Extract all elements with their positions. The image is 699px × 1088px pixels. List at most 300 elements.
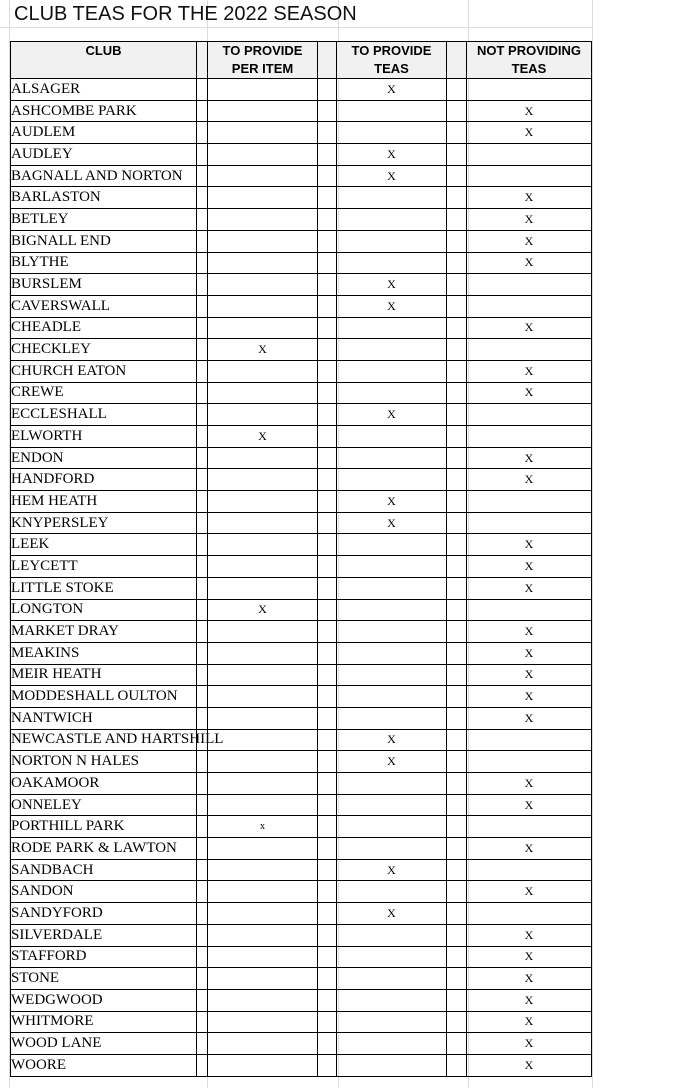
spacer-cell[interactable] bbox=[197, 1011, 208, 1033]
spacer-cell[interactable] bbox=[318, 707, 337, 729]
not-providing-cell[interactable] bbox=[467, 230, 592, 252]
not-providing-cell[interactable] bbox=[467, 274, 592, 296]
spacer-cell[interactable] bbox=[197, 924, 208, 946]
spacer-cell[interactable] bbox=[197, 881, 208, 903]
club-name-cell[interactable] bbox=[11, 339, 197, 361]
provide-teas-cell[interactable] bbox=[337, 664, 447, 686]
spacer-cell[interactable] bbox=[197, 295, 208, 317]
not-providing-cell[interactable] bbox=[467, 989, 592, 1011]
not-providing-cell[interactable] bbox=[467, 122, 592, 144]
spacer-cell[interactable] bbox=[318, 729, 337, 751]
not-providing-cell[interactable] bbox=[467, 295, 592, 317]
club-name-cell[interactable] bbox=[11, 946, 197, 968]
spacer-cell[interactable] bbox=[447, 426, 467, 448]
not-providing-cell[interactable] bbox=[467, 469, 592, 491]
not-providing-cell[interactable] bbox=[467, 838, 592, 860]
spacer-cell[interactable] bbox=[197, 100, 208, 122]
not-providing-cell[interactable] bbox=[467, 556, 592, 578]
spacer-cell[interactable] bbox=[197, 274, 208, 296]
per-item-cell[interactable] bbox=[208, 122, 318, 144]
spacer-cell[interactable] bbox=[318, 209, 337, 231]
spacer-cell[interactable] bbox=[447, 209, 467, 231]
spacer-cell[interactable] bbox=[197, 816, 208, 838]
per-item-cell[interactable] bbox=[208, 360, 318, 382]
spacer-cell[interactable] bbox=[318, 946, 337, 968]
club-name-cell[interactable] bbox=[11, 924, 197, 946]
spacer-cell[interactable] bbox=[447, 230, 467, 252]
spacer-cell[interactable] bbox=[447, 751, 467, 773]
spacer-cell[interactable] bbox=[447, 252, 467, 274]
spacer-cell[interactable] bbox=[197, 491, 208, 513]
per-item-cell[interactable] bbox=[208, 599, 318, 621]
spacer-cell[interactable] bbox=[447, 903, 467, 925]
not-providing-cell[interactable] bbox=[467, 100, 592, 122]
spacer-cell[interactable] bbox=[197, 989, 208, 1011]
spacer-cell[interactable] bbox=[447, 599, 467, 621]
not-providing-cell[interactable] bbox=[467, 686, 592, 708]
club-name-cell[interactable] bbox=[11, 469, 197, 491]
provide-teas-cell[interactable] bbox=[337, 1033, 447, 1055]
not-providing-cell[interactable] bbox=[467, 447, 592, 469]
not-providing-cell[interactable] bbox=[467, 1011, 592, 1033]
per-item-cell[interactable] bbox=[208, 751, 318, 773]
not-providing-cell[interactable] bbox=[467, 642, 592, 664]
provide-teas-cell[interactable] bbox=[337, 79, 447, 101]
not-providing-cell[interactable] bbox=[467, 360, 592, 382]
spacer-cell[interactable] bbox=[447, 1054, 467, 1076]
club-name-cell[interactable] bbox=[11, 686, 197, 708]
club-name-cell[interactable] bbox=[11, 599, 197, 621]
spacer-cell[interactable] bbox=[318, 230, 337, 252]
not-providing-cell[interactable] bbox=[467, 317, 592, 339]
spacer-cell[interactable] bbox=[197, 707, 208, 729]
spacer-cell[interactable] bbox=[447, 621, 467, 643]
club-name-cell[interactable] bbox=[11, 621, 197, 643]
provide-teas-cell[interactable] bbox=[337, 751, 447, 773]
provide-teas-cell[interactable] bbox=[337, 469, 447, 491]
spacer-cell[interactable] bbox=[447, 577, 467, 599]
not-providing-cell[interactable] bbox=[467, 729, 592, 751]
spacer-cell[interactable] bbox=[197, 599, 208, 621]
not-providing-cell[interactable] bbox=[467, 773, 592, 795]
spacer-cell[interactable] bbox=[447, 859, 467, 881]
spacer-cell[interactable] bbox=[447, 946, 467, 968]
per-item-cell[interactable] bbox=[208, 729, 318, 751]
provide-teas-cell[interactable] bbox=[337, 621, 447, 643]
spacer-cell[interactable] bbox=[318, 252, 337, 274]
spacer-cell[interactable] bbox=[318, 447, 337, 469]
spacer-cell[interactable] bbox=[318, 577, 337, 599]
spacer-cell[interactable] bbox=[318, 404, 337, 426]
provide-teas-cell[interactable] bbox=[337, 447, 447, 469]
provide-teas-cell[interactable] bbox=[337, 382, 447, 404]
club-name-cell[interactable] bbox=[11, 360, 197, 382]
not-providing-cell[interactable] bbox=[467, 534, 592, 556]
provide-teas-cell[interactable] bbox=[337, 100, 447, 122]
not-providing-cell[interactable] bbox=[467, 968, 592, 990]
not-providing-cell[interactable] bbox=[467, 165, 592, 187]
provide-teas-cell[interactable] bbox=[337, 252, 447, 274]
not-providing-cell[interactable] bbox=[467, 491, 592, 513]
spacer-cell[interactable] bbox=[447, 664, 467, 686]
spacer-cell[interactable] bbox=[197, 122, 208, 144]
per-item-cell[interactable] bbox=[208, 924, 318, 946]
spacer-cell[interactable] bbox=[447, 469, 467, 491]
spacer-cell[interactable] bbox=[318, 838, 337, 860]
spacer-cell[interactable] bbox=[447, 144, 467, 166]
spacer-cell[interactable] bbox=[197, 469, 208, 491]
provide-teas-cell[interactable] bbox=[337, 339, 447, 361]
provide-teas-cell[interactable] bbox=[337, 187, 447, 209]
not-providing-cell[interactable] bbox=[467, 621, 592, 643]
club-name-cell[interactable] bbox=[11, 382, 197, 404]
spacer-cell[interactable] bbox=[318, 79, 337, 101]
club-name-cell[interactable] bbox=[11, 556, 197, 578]
spacer-cell[interactable] bbox=[318, 360, 337, 382]
spacer-cell[interactable] bbox=[197, 794, 208, 816]
spacer-cell[interactable] bbox=[318, 491, 337, 513]
club-name-cell[interactable] bbox=[11, 209, 197, 231]
club-name-cell[interactable] bbox=[11, 187, 197, 209]
spacer-cell[interactable] bbox=[447, 447, 467, 469]
per-item-cell[interactable] bbox=[208, 1054, 318, 1076]
club-name-cell[interactable] bbox=[11, 122, 197, 144]
spacer-cell[interactable] bbox=[197, 144, 208, 166]
spacer-cell[interactable] bbox=[197, 1033, 208, 1055]
provide-teas-cell[interactable] bbox=[337, 534, 447, 556]
provide-teas-cell[interactable] bbox=[337, 491, 447, 513]
spacer-cell[interactable] bbox=[318, 556, 337, 578]
spacer-cell[interactable] bbox=[318, 989, 337, 1011]
club-name-cell[interactable] bbox=[11, 295, 197, 317]
spacer-cell[interactable] bbox=[197, 838, 208, 860]
per-item-cell[interactable] bbox=[208, 816, 318, 838]
not-providing-cell[interactable] bbox=[467, 664, 592, 686]
club-name-cell[interactable] bbox=[11, 1054, 197, 1076]
club-name-cell[interactable] bbox=[11, 881, 197, 903]
not-providing-cell[interactable] bbox=[467, 252, 592, 274]
provide-teas-cell[interactable] bbox=[337, 144, 447, 166]
spacer-cell[interactable] bbox=[197, 317, 208, 339]
per-item-cell[interactable] bbox=[208, 989, 318, 1011]
spacer-cell[interactable] bbox=[197, 339, 208, 361]
club-name-cell[interactable] bbox=[11, 1011, 197, 1033]
spacer-cell[interactable] bbox=[197, 664, 208, 686]
spacer-cell[interactable] bbox=[447, 491, 467, 513]
per-item-cell[interactable] bbox=[208, 773, 318, 795]
spacer-cell[interactable] bbox=[447, 816, 467, 838]
spacer-cell[interactable] bbox=[447, 122, 467, 144]
provide-teas-cell[interactable] bbox=[337, 924, 447, 946]
spacer-cell[interactable] bbox=[318, 469, 337, 491]
spacer-cell[interactable] bbox=[197, 903, 208, 925]
not-providing-cell[interactable] bbox=[467, 794, 592, 816]
not-providing-cell[interactable] bbox=[467, 577, 592, 599]
provide-teas-cell[interactable] bbox=[337, 794, 447, 816]
spacer-cell[interactable] bbox=[447, 686, 467, 708]
club-name-cell[interactable] bbox=[11, 426, 197, 448]
spacer-cell[interactable] bbox=[447, 360, 467, 382]
provide-teas-cell[interactable] bbox=[337, 729, 447, 751]
spacer-cell[interactable] bbox=[318, 187, 337, 209]
per-item-cell[interactable] bbox=[208, 946, 318, 968]
not-providing-cell[interactable] bbox=[467, 881, 592, 903]
club-name-cell[interactable] bbox=[11, 274, 197, 296]
per-item-cell[interactable] bbox=[208, 100, 318, 122]
provide-teas-cell[interactable] bbox=[337, 642, 447, 664]
provide-teas-cell[interactable] bbox=[337, 577, 447, 599]
provide-teas-cell[interactable] bbox=[337, 968, 447, 990]
not-providing-cell[interactable] bbox=[467, 404, 592, 426]
spacer-cell[interactable] bbox=[318, 881, 337, 903]
spacer-cell[interactable] bbox=[197, 773, 208, 795]
provide-teas-cell[interactable] bbox=[337, 317, 447, 339]
spacer-cell[interactable] bbox=[197, 252, 208, 274]
per-item-cell[interactable] bbox=[208, 707, 318, 729]
spacer-cell[interactable] bbox=[197, 577, 208, 599]
spacer-cell[interactable] bbox=[318, 816, 337, 838]
per-item-cell[interactable] bbox=[208, 274, 318, 296]
per-item-cell[interactable] bbox=[208, 79, 318, 101]
spacer-cell[interactable] bbox=[197, 187, 208, 209]
per-item-cell[interactable] bbox=[208, 469, 318, 491]
club-name-cell[interactable] bbox=[11, 79, 197, 101]
spacer-cell[interactable] bbox=[197, 642, 208, 664]
not-providing-cell[interactable] bbox=[467, 816, 592, 838]
spacer-cell[interactable] bbox=[447, 794, 467, 816]
spacer-cell[interactable] bbox=[447, 773, 467, 795]
provide-teas-cell[interactable] bbox=[337, 274, 447, 296]
spacer-cell[interactable] bbox=[197, 1054, 208, 1076]
spacer-cell[interactable] bbox=[447, 968, 467, 990]
provide-teas-cell[interactable] bbox=[337, 426, 447, 448]
per-item-cell[interactable] bbox=[208, 209, 318, 231]
not-providing-cell[interactable] bbox=[467, 599, 592, 621]
spacer-cell[interactable] bbox=[447, 404, 467, 426]
spacer-cell[interactable] bbox=[318, 274, 337, 296]
per-item-cell[interactable] bbox=[208, 230, 318, 252]
spacer-cell[interactable] bbox=[197, 360, 208, 382]
not-providing-cell[interactable] bbox=[467, 209, 592, 231]
spacer-cell[interactable] bbox=[318, 339, 337, 361]
not-providing-cell[interactable] bbox=[467, 751, 592, 773]
per-item-cell[interactable] bbox=[208, 1011, 318, 1033]
club-name-cell[interactable] bbox=[11, 838, 197, 860]
per-item-cell[interactable] bbox=[208, 165, 318, 187]
spacer-cell[interactable] bbox=[318, 1011, 337, 1033]
not-providing-cell[interactable] bbox=[467, 946, 592, 968]
per-item-cell[interactable] bbox=[208, 881, 318, 903]
club-name-cell[interactable] bbox=[11, 534, 197, 556]
spacer-cell[interactable] bbox=[197, 534, 208, 556]
spacer-cell[interactable] bbox=[197, 209, 208, 231]
spacer-cell[interactable] bbox=[447, 79, 467, 101]
not-providing-cell[interactable] bbox=[467, 339, 592, 361]
spacer-cell[interactable] bbox=[447, 881, 467, 903]
spacer-cell[interactable] bbox=[197, 79, 208, 101]
spacer-cell[interactable] bbox=[318, 144, 337, 166]
provide-teas-cell[interactable] bbox=[337, 360, 447, 382]
spacer-cell[interactable] bbox=[447, 339, 467, 361]
not-providing-cell[interactable] bbox=[467, 1033, 592, 1055]
club-name-cell[interactable] bbox=[11, 968, 197, 990]
per-item-cell[interactable] bbox=[208, 447, 318, 469]
club-name-cell[interactable] bbox=[11, 664, 197, 686]
provide-teas-cell[interactable] bbox=[337, 816, 447, 838]
club-name-cell[interactable] bbox=[11, 707, 197, 729]
spacer-cell[interactable] bbox=[447, 382, 467, 404]
per-item-cell[interactable] bbox=[208, 187, 318, 209]
provide-teas-cell[interactable] bbox=[337, 512, 447, 534]
spacer-cell[interactable] bbox=[318, 599, 337, 621]
club-name-cell[interactable] bbox=[11, 252, 197, 274]
club-name-cell[interactable] bbox=[11, 144, 197, 166]
spacer-cell[interactable] bbox=[318, 1054, 337, 1076]
spacer-cell[interactable] bbox=[447, 534, 467, 556]
not-providing-cell[interactable] bbox=[467, 512, 592, 534]
per-item-cell[interactable] bbox=[208, 556, 318, 578]
spacer-cell[interactable] bbox=[318, 924, 337, 946]
per-item-cell[interactable] bbox=[208, 534, 318, 556]
spacer-cell[interactable] bbox=[318, 664, 337, 686]
spacer-cell[interactable] bbox=[197, 859, 208, 881]
spacer-cell[interactable] bbox=[197, 512, 208, 534]
per-item-cell[interactable] bbox=[208, 317, 318, 339]
club-name-cell[interactable] bbox=[11, 794, 197, 816]
spacer-cell[interactable] bbox=[318, 968, 337, 990]
club-name-cell[interactable] bbox=[11, 165, 197, 187]
spacer-cell[interactable] bbox=[318, 122, 337, 144]
spacer-cell[interactable] bbox=[447, 642, 467, 664]
provide-teas-cell[interactable] bbox=[337, 859, 447, 881]
spacer-cell[interactable] bbox=[197, 404, 208, 426]
provide-teas-cell[interactable] bbox=[337, 209, 447, 231]
per-item-cell[interactable] bbox=[208, 664, 318, 686]
spacer-cell[interactable] bbox=[447, 729, 467, 751]
spacer-cell[interactable] bbox=[318, 382, 337, 404]
club-name-cell[interactable] bbox=[11, 989, 197, 1011]
spacer-cell[interactable] bbox=[318, 903, 337, 925]
spacer-cell[interactable] bbox=[318, 100, 337, 122]
provide-teas-cell[interactable] bbox=[337, 946, 447, 968]
spacer-cell[interactable] bbox=[447, 274, 467, 296]
per-item-cell[interactable] bbox=[208, 382, 318, 404]
spacer-cell[interactable] bbox=[318, 859, 337, 881]
per-item-cell[interactable] bbox=[208, 968, 318, 990]
club-name-cell[interactable] bbox=[11, 491, 197, 513]
per-item-cell[interactable] bbox=[208, 426, 318, 448]
club-name-cell[interactable] bbox=[11, 751, 197, 773]
spacer-cell[interactable] bbox=[447, 100, 467, 122]
spacer-cell[interactable] bbox=[197, 621, 208, 643]
provide-teas-cell[interactable] bbox=[337, 707, 447, 729]
provide-teas-cell[interactable] bbox=[337, 556, 447, 578]
provide-teas-cell[interactable] bbox=[337, 404, 447, 426]
per-item-cell[interactable] bbox=[208, 491, 318, 513]
spacer-cell[interactable] bbox=[318, 426, 337, 448]
spacer-cell[interactable] bbox=[197, 230, 208, 252]
club-name-cell[interactable] bbox=[11, 447, 197, 469]
spacer-cell[interactable] bbox=[447, 187, 467, 209]
club-name-cell[interactable] bbox=[11, 317, 197, 339]
spacer-cell[interactable] bbox=[318, 534, 337, 556]
club-name-cell[interactable] bbox=[11, 577, 197, 599]
spacer-cell[interactable] bbox=[447, 556, 467, 578]
spacer-cell[interactable] bbox=[318, 317, 337, 339]
club-name-cell[interactable] bbox=[11, 512, 197, 534]
spacer-cell[interactable] bbox=[447, 707, 467, 729]
spacer-cell[interactable] bbox=[447, 989, 467, 1011]
spacer-cell[interactable] bbox=[318, 686, 337, 708]
not-providing-cell[interactable] bbox=[467, 79, 592, 101]
not-providing-cell[interactable] bbox=[467, 903, 592, 925]
spacer-cell[interactable] bbox=[318, 642, 337, 664]
provide-teas-cell[interactable] bbox=[337, 599, 447, 621]
spacer-cell[interactable] bbox=[197, 751, 208, 773]
club-name-cell[interactable] bbox=[11, 729, 224, 751]
club-name-cell[interactable] bbox=[11, 816, 197, 838]
spacer-cell[interactable] bbox=[318, 773, 337, 795]
spacer-cell[interactable] bbox=[318, 794, 337, 816]
spacer-cell[interactable] bbox=[318, 1033, 337, 1055]
per-item-cell[interactable] bbox=[208, 252, 318, 274]
not-providing-cell[interactable] bbox=[467, 859, 592, 881]
spacer-cell[interactable] bbox=[197, 165, 208, 187]
spacer-cell[interactable] bbox=[197, 382, 208, 404]
spacer-cell[interactable] bbox=[318, 165, 337, 187]
provide-teas-cell[interactable] bbox=[337, 1011, 447, 1033]
not-providing-cell[interactable] bbox=[467, 1054, 592, 1076]
club-name-cell[interactable] bbox=[11, 642, 197, 664]
not-providing-cell[interactable] bbox=[467, 924, 592, 946]
spacer-cell[interactable] bbox=[447, 295, 467, 317]
spacer-cell[interactable] bbox=[447, 924, 467, 946]
spacer-cell[interactable] bbox=[447, 1011, 467, 1033]
per-item-cell[interactable] bbox=[208, 838, 318, 860]
spacer-cell[interactable] bbox=[318, 295, 337, 317]
not-providing-cell[interactable] bbox=[467, 144, 592, 166]
spacer-cell[interactable] bbox=[318, 621, 337, 643]
per-item-cell[interactable] bbox=[208, 686, 318, 708]
spacer-cell[interactable] bbox=[447, 165, 467, 187]
provide-teas-cell[interactable] bbox=[337, 1054, 447, 1076]
club-name-cell[interactable] bbox=[11, 100, 197, 122]
per-item-cell[interactable] bbox=[208, 512, 318, 534]
club-name-cell[interactable] bbox=[11, 903, 197, 925]
not-providing-cell[interactable] bbox=[467, 187, 592, 209]
per-item-cell[interactable] bbox=[208, 642, 318, 664]
spacer-cell[interactable] bbox=[197, 447, 208, 469]
per-item-cell[interactable] bbox=[208, 144, 318, 166]
not-providing-cell[interactable] bbox=[467, 382, 592, 404]
provide-teas-cell[interactable] bbox=[337, 773, 447, 795]
spacer-cell[interactable] bbox=[447, 317, 467, 339]
provide-teas-cell[interactable] bbox=[337, 903, 447, 925]
spacer-cell[interactable] bbox=[447, 512, 467, 534]
provide-teas-cell[interactable] bbox=[337, 838, 447, 860]
spacer-cell[interactable] bbox=[447, 1033, 467, 1055]
per-item-cell[interactable] bbox=[208, 404, 318, 426]
club-name-cell[interactable] bbox=[11, 404, 197, 426]
provide-teas-cell[interactable] bbox=[337, 686, 447, 708]
spacer-cell[interactable] bbox=[197, 968, 208, 990]
club-name-cell[interactable] bbox=[11, 773, 197, 795]
not-providing-cell[interactable] bbox=[467, 707, 592, 729]
per-item-cell[interactable] bbox=[208, 577, 318, 599]
per-item-cell[interactable] bbox=[208, 339, 318, 361]
provide-teas-cell[interactable] bbox=[337, 165, 447, 187]
spacer-cell[interactable] bbox=[447, 838, 467, 860]
